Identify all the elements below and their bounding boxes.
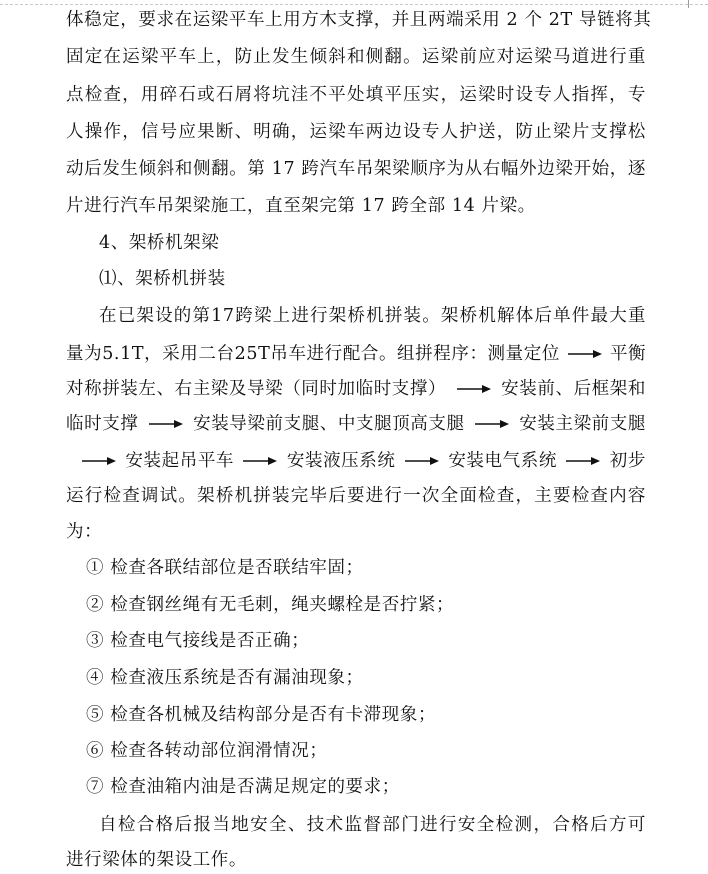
flow-arrow-icon xyxy=(149,418,183,430)
flow-arrow-icon xyxy=(568,348,602,360)
check-item-7: ⑦ 检查油箱内油是否满足规定的要求； xyxy=(86,777,400,797)
closing-line-2: 进行梁体的架设工作。 xyxy=(66,850,247,870)
page-top-border xyxy=(0,4,708,5)
section-heading: 4、架桥机架梁 xyxy=(99,233,220,253)
paragraph-2-line-3-step: 安装前、后框架和 xyxy=(501,379,646,399)
flow-arrow-icon xyxy=(243,455,277,467)
check-item-6: ⑥ 检查各转动部位润滑情况； xyxy=(86,741,328,761)
paragraph-2-line-5 xyxy=(82,449,646,473)
flow-arrow-icon xyxy=(475,418,509,430)
paragraph-2-line-4-text: 临时支撑 xyxy=(66,414,139,434)
check-item-5: ⑤ 检查各机械及结构部分是否有卡滞现象； xyxy=(86,705,437,725)
paragraph-2-line-3 xyxy=(66,377,646,401)
closing-line-1: 自检合格后报当地安全、技术监督部门进行安全检测，合格后方可 xyxy=(99,815,646,835)
check-item-2: ② 检查钢丝绳有无毛刺，绳夹螺栓是否拧紧； xyxy=(86,595,455,615)
check-item-3: ③ 检查电气接线是否正确； xyxy=(86,631,310,651)
check-item-1: ① 检查各联结部位是否联结牢固； xyxy=(86,558,364,578)
paragraph-2-line-4-step-1: 安装导梁前支腿、中支腿顶高支腿 xyxy=(193,414,465,434)
paragraph-2-line-1: 在已架设的第17跨梁上进行架桥机拼装。架桥机解体后单件最大重 xyxy=(99,306,646,326)
paragraph-1-line-5: 动后发生倾斜和侧翻。第 17 跨汽车吊架梁顺序为从右幅外边梁开始，逐 xyxy=(66,159,646,179)
flow-arrow-icon xyxy=(457,383,491,395)
paragraph-2-line-5-step-3: 安装电气系统 xyxy=(448,451,557,471)
paragraph-1-line-3: 点检查，用碎石或石屑将坑洼不平处填平压实，运梁时设专人指挥，专 xyxy=(66,85,646,105)
flow-arrow-icon xyxy=(566,455,600,467)
subsection-heading: ⑴、架桥机拼装 xyxy=(99,269,226,289)
page-corner-mark xyxy=(688,0,689,8)
paragraph-2-line-2-text: 量为5.1T，采用二台25T吊车进行配合。组拼程序：测量定位 xyxy=(66,344,560,364)
paragraph-2-line-4 xyxy=(66,412,646,436)
paragraph-2-line-3-text: 对称拼装左、右主梁及导梁（同时加临时支撑） xyxy=(66,379,447,399)
paragraph-1-line-4: 人操作，信号应果断、明确，运梁车两边设专人护送，防止梁片支撑松 xyxy=(66,122,646,142)
check-item-4: ④ 检查液压系统是否有漏油现象； xyxy=(86,668,364,688)
paragraph-2-line-4-step-2: 安装主梁前支腿 xyxy=(519,414,646,434)
paragraph-2-line-2 xyxy=(66,342,646,366)
flow-arrow-icon xyxy=(405,455,439,467)
paragraph-2-line-5-step-1: 安装起吊平车 xyxy=(125,451,235,471)
flow-arrow-icon xyxy=(82,455,116,467)
paragraph-1-line-2: 固定在运梁平车上，防止发生倾斜和侧翻。运梁前应对运梁马道进行重 xyxy=(66,47,646,67)
paragraph-1-line-6: 片进行汽车吊架梁施工，直至架完第 17 跨全部 14 片梁。 xyxy=(66,196,536,216)
paragraph-2-line-7: 为： xyxy=(66,522,103,542)
paragraph-1-line-1: 体稳定，要求在运梁平车上用方木支撑，并且两端采用 2 个 2T 导链将其 xyxy=(66,10,652,30)
paragraph-2-line-2-step: 平衡 xyxy=(609,344,647,364)
paragraph-2-line-5-step-2: 安装液压系统 xyxy=(286,451,396,471)
paragraph-2-line-6: 运行检查调试。架桥机拼装完毕后要进行一次全面检查，主要检查内容 xyxy=(66,486,646,506)
paragraph-2-line-5-step-4: 初步 xyxy=(609,451,646,471)
